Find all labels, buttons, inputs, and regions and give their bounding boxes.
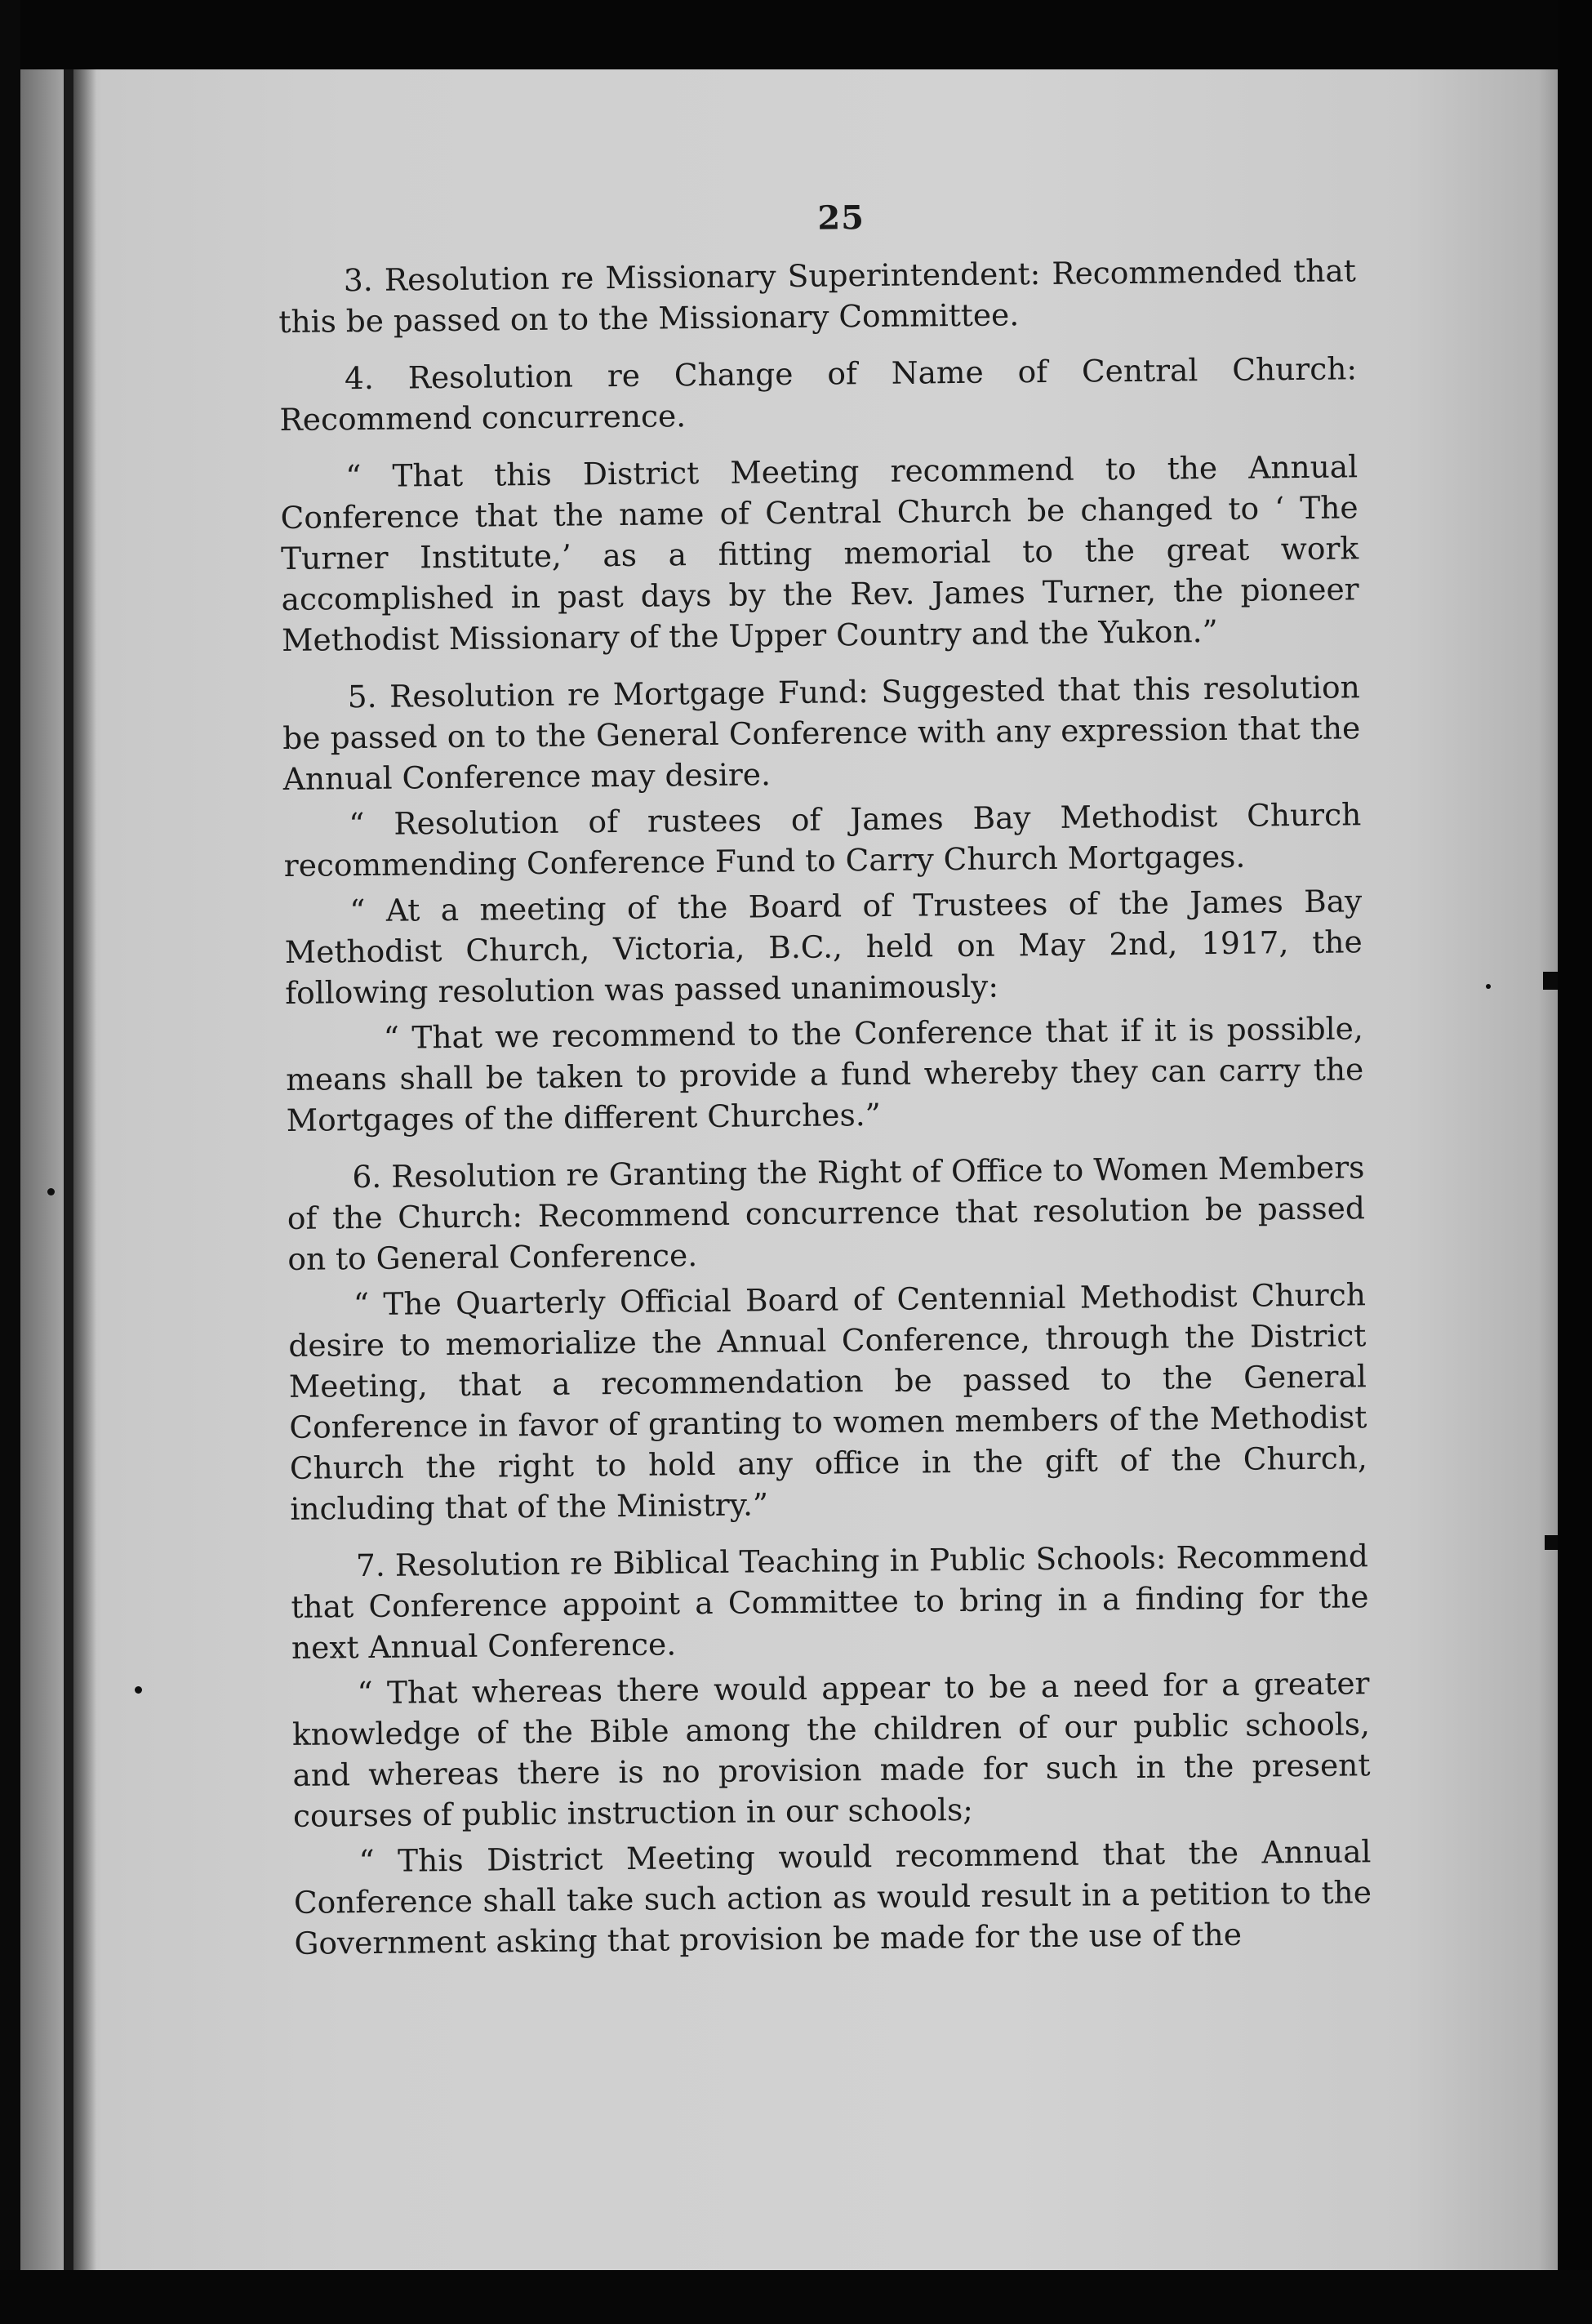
page-number: 25 — [817, 198, 865, 238]
scan-border-top — [0, 0, 1592, 69]
scan-mark — [1543, 972, 1558, 990]
resolution-4: 4. Resolution re Change of Name of Central Church: Recommend concurrence. — [279, 350, 1358, 438]
quote-board-meeting: “ At a meeting of the Board of Trustees of the James Bay Methodist Church, Victoria, B.C., held on May 2nd, 1917, the following resolution was passed unanimously: — [284, 883, 1363, 1011]
quote-bible-knowledge: “ That whereas there would appear to be a need for a greater knowledge of the Bible among the children of our public schools, and whereas there is no provision made for such in the present courses of public instruction in our schools; — [291, 1665, 1371, 1834]
scan-mark — [1545, 1535, 1558, 1550]
quote-district-petition: “ This District Meeting would recommend that the Annual Conference shall take such action as would result in a petition to the Government asking that provision be made for the use of the — [293, 1833, 1372, 1961]
resolution-3: 3. Resolution re Missionary Superintendent: Recommended that this be passed on to the Missionary Committee. — [278, 252, 1357, 340]
page-text — [278, 194, 1372, 1964]
scan-border-right — [1558, 0, 1592, 2324]
scan-speck — [1486, 984, 1491, 989]
scan-border-bottom — [0, 2270, 1592, 2324]
scan-speck — [47, 1188, 55, 1195]
scan-border-left — [0, 0, 20, 2324]
resolution-7: 7. Resolution re Biblical Teaching in Public Schools: Recommend that Conference appoint a Committee to bring in a finding for the next Annual Conference. — [291, 1538, 1369, 1666]
quote-fund-resolution: “ That we recommend to the Conference that if it is possible, means shall be taken to provide a fund whereby they can carry the Mortgages of the different Churches.” — [286, 1010, 1364, 1138]
resolution-5: 5. Resolution re Mortgage Fund: Suggested that this resolution be passed on to the General Conference with any expression that the Annual Conference may desire. — [282, 669, 1361, 797]
binding-edge — [64, 69, 73, 2270]
quote-central-church: “ That this District Meeting recommend to the Annual Conference that the name of Central Church be changed to ‘ The Turner Institute,’ as a fitting memorial to the great work accomplished in past days by the Rev. James Turner, the pioneer Methodist Missionary of the Upper Country and the Yukon.” — [280, 448, 1359, 658]
quote-women-members: “ The Quarterly Official Board of Centennial Methodist Church desire to memorialize the Annual Conference, through the District Meeting, that a recommendation be passed to the General Conference in favor of granting to women members of the Methodist Church the right to hold any office in the gift of the Church, including that of the Ministry.” — [288, 1276, 1368, 1527]
binding-shadow — [73, 69, 96, 2270]
quote-trustees-heading: “ Resolution of rustees of James Bay Methodist Church recommending Conference Fund to Carry Church Mortgages. — [283, 796, 1362, 884]
scan-speck — [135, 1686, 142, 1694]
resolution-6: 6. Resolution re Granting the Right of Office to Women Members of the Church: Recommend concurrence that resolution be passed on to General Conference. — [287, 1149, 1366, 1277]
